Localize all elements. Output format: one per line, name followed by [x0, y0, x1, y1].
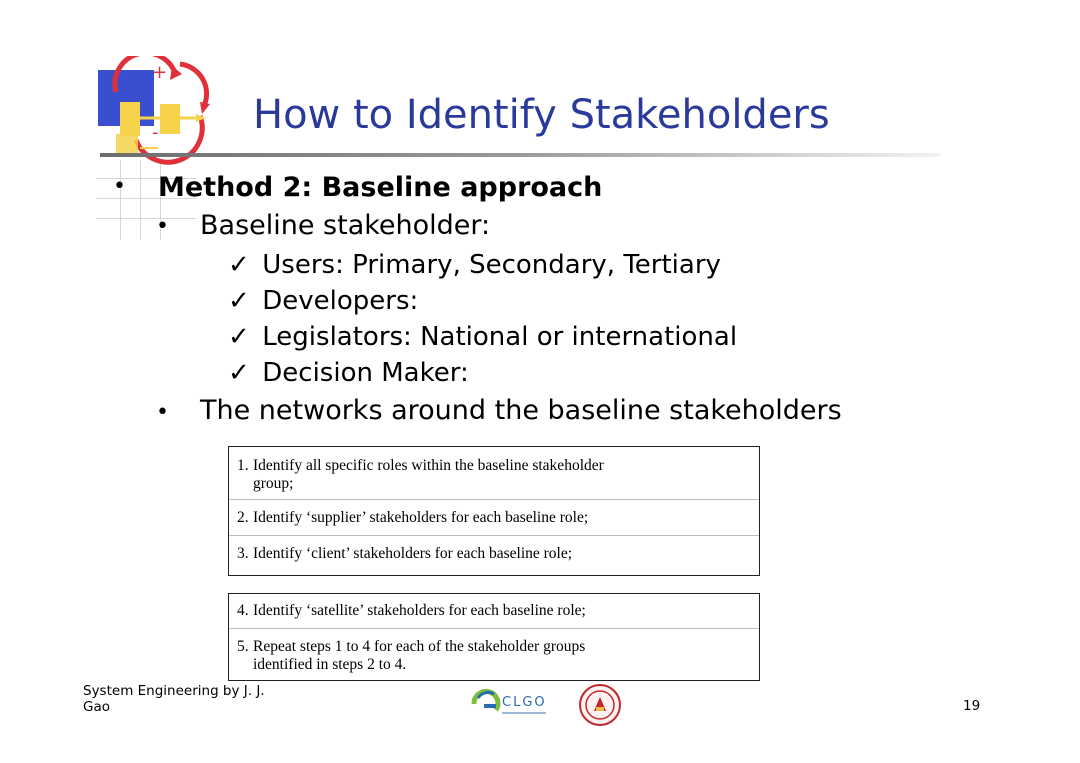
cycle-logo-icon	[96, 56, 226, 166]
check-item-text: Legislators: National or international	[262, 322, 738, 352]
step-divider	[229, 535, 759, 536]
step-divider	[229, 499, 759, 500]
grid-line	[120, 160, 121, 240]
step-number: 2.	[237, 509, 249, 526]
step-number: 3.	[237, 545, 249, 562]
check-item	[228, 250, 721, 280]
step-text: Identify all specific roles within the baseline stakeholder	[253, 457, 604, 474]
step-text: Identify ‘satellite’ stakeholders for each baseline role;	[253, 602, 586, 619]
clgo-logo-icon	[470, 686, 550, 722]
step-text: identified in steps 2 to 4.	[253, 656, 407, 673]
svg-text:+: +	[152, 62, 168, 83]
bullet-icon: •	[113, 174, 126, 199]
svg-text:-: -	[152, 122, 159, 143]
step-number: 5.	[237, 638, 249, 655]
step-text: Identify ‘client’ stakeholders for each baseline role;	[253, 545, 573, 562]
step-divider	[229, 628, 759, 629]
steps-box-2	[228, 593, 760, 681]
page-number: 19	[963, 698, 981, 714]
step-text: Repeat steps 1 to 4 for each of the stakeholder groups	[253, 638, 586, 655]
check-icon: ✓	[228, 358, 250, 388]
footer-author-line: System Engineering by J. J.	[83, 683, 265, 699]
check-icon: ✓	[228, 286, 250, 316]
footer-author-line: Gao	[83, 699, 110, 715]
university-seal-icon	[578, 683, 622, 727]
bullet-icon: •	[156, 400, 169, 425]
check-item-text: Decision Maker:	[262, 358, 469, 388]
step-text: Identify ‘supplier’ stakeholders for each baseline role;	[253, 509, 589, 526]
footer-author	[83, 683, 323, 715]
check-icon: ✓	[228, 322, 250, 352]
check-item-text: Developers:	[262, 286, 419, 316]
clgo-text: CLGO	[502, 695, 547, 710]
check-item	[228, 322, 737, 352]
method-heading: Method 2: Baseline approach	[158, 172, 603, 203]
grid-line	[96, 218, 196, 219]
networks-label: The networks around the baseline stakeholders	[200, 395, 842, 426]
grid-line	[140, 160, 141, 240]
title-divider	[100, 153, 940, 157]
step-text: group;	[253, 475, 294, 492]
bullet-icon: •	[156, 214, 169, 239]
step-number: 1.	[237, 457, 249, 474]
step-number: 4.	[237, 602, 249, 619]
baseline-stakeholder-label: Baseline stakeholder:	[200, 210, 491, 241]
check-item	[228, 286, 418, 316]
steps-box-1	[228, 446, 760, 576]
check-icon: ✓	[228, 250, 250, 280]
check-item	[228, 358, 469, 388]
check-item-text: Users: Primary, Secondary, Tertiary	[262, 250, 721, 280]
slide-title: How to Identify Stakeholders	[253, 92, 830, 138]
